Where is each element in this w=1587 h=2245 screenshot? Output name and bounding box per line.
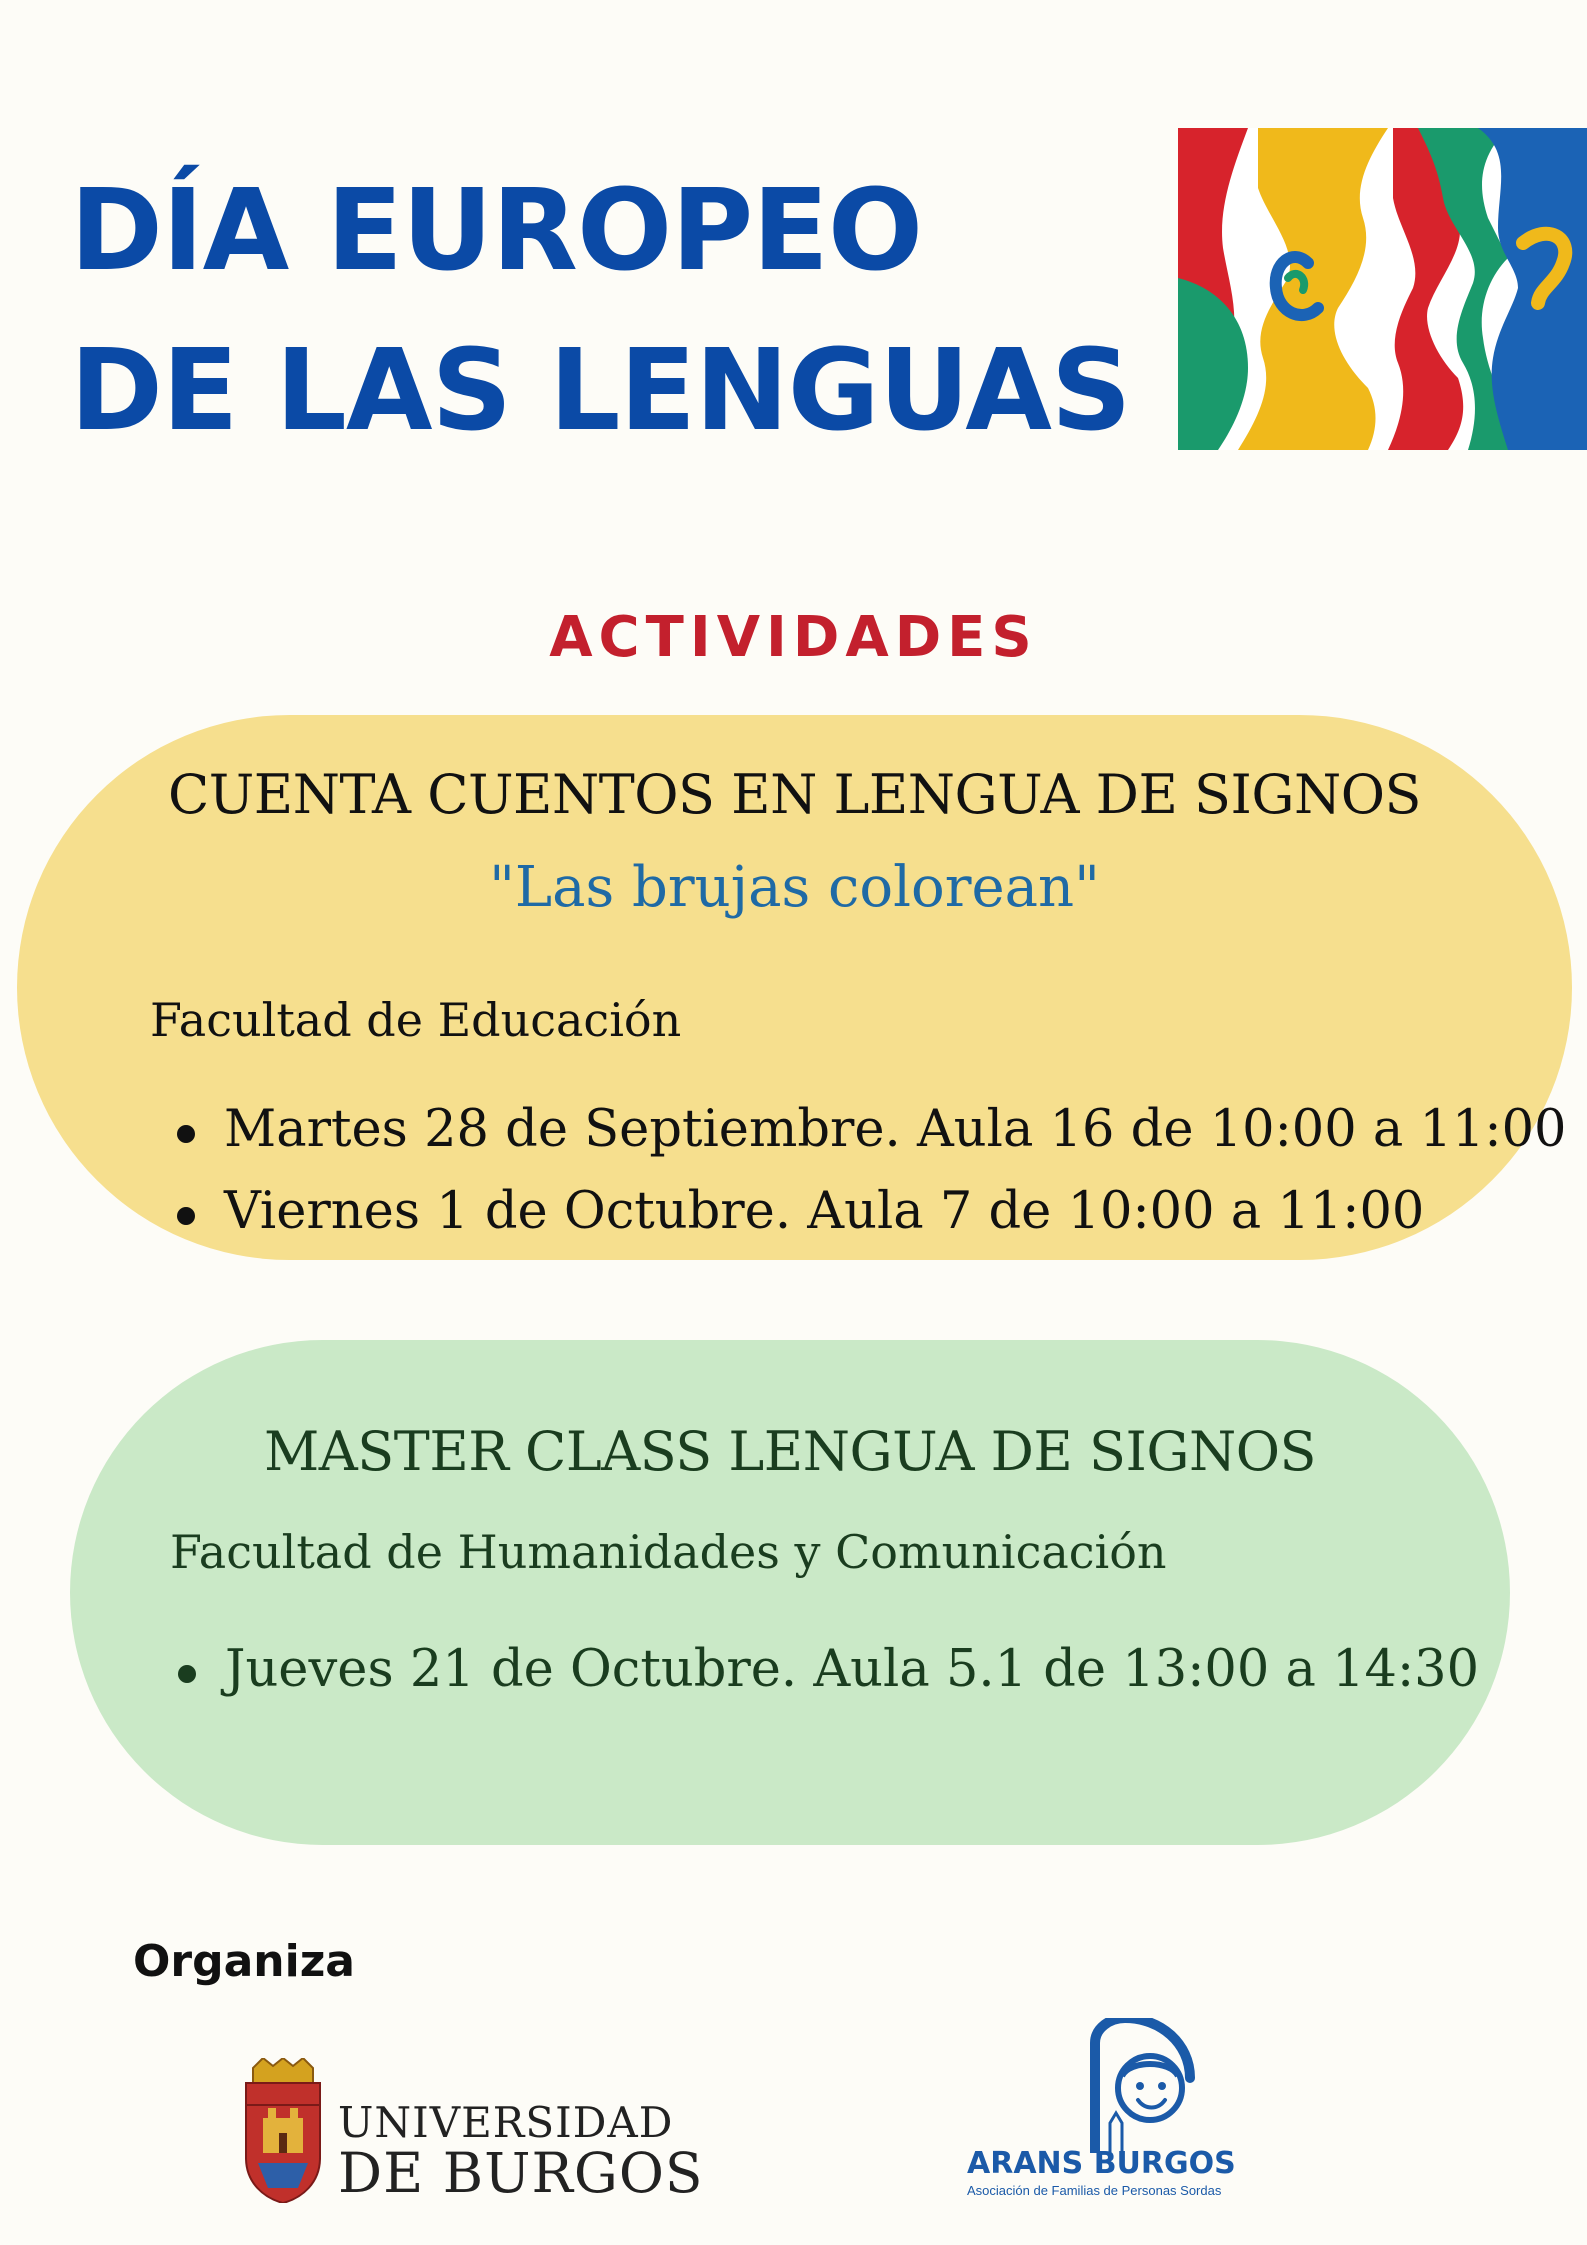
activity-venue: Facultad de Educación bbox=[150, 993, 682, 1047]
universidad-de-burgos-logo bbox=[238, 2058, 704, 2208]
title-line-2: DE LAS LENGUAS bbox=[70, 326, 1131, 456]
organiza-label: Organiza bbox=[133, 1936, 355, 1987]
arans-burgos-logo bbox=[965, 2018, 1247, 2203]
association-name: ARANS BURGOS bbox=[967, 2146, 1236, 2181]
child-face-icon bbox=[1080, 2018, 1205, 2153]
european-day-of-languages-logo bbox=[1178, 128, 1587, 450]
association-subtitle: Asociación de Familias de Personas Sordas bbox=[967, 2183, 1222, 2198]
activity-dates-list bbox=[158, 1635, 1479, 1717]
activity-card-storytelling bbox=[17, 715, 1572, 1260]
coat-of-arms-icon bbox=[238, 2058, 328, 2203]
list-item: Viernes 1 de Octubre. Aula 7 de 10:00 a 11:00 bbox=[157, 1177, 1567, 1259]
university-name-line2: DE BURGOS bbox=[338, 2141, 704, 2205]
activities-heading: ACTIVIDADES bbox=[549, 605, 1038, 670]
list-item: Jueves 21 de Octubre. Aula 5.1 de 13:00 a 14:30 bbox=[158, 1635, 1479, 1717]
list-item: Martes 28 de Septiembre. Aula 16 de 10:00 a 11:00 bbox=[157, 1095, 1567, 1177]
activity-dates-list bbox=[157, 1095, 1567, 1259]
activity-venue: Facultad de Humanidades y Comunicación bbox=[170, 1525, 1167, 1579]
university-name-line1: UNIVERSIDAD bbox=[338, 2098, 674, 2147]
activity-subtitle: "Las brujas colorean" bbox=[489, 855, 1100, 920]
activity-title: MASTER CLASS LENGUA DE SIGNOS bbox=[264, 1420, 1316, 1483]
activity-title: CUENTA CUENTOS EN LENGUA DE SIGNOS bbox=[167, 763, 1422, 826]
activity-card-master-class bbox=[70, 1340, 1510, 1845]
title-line-1: DÍA EUROPEO bbox=[70, 166, 923, 296]
